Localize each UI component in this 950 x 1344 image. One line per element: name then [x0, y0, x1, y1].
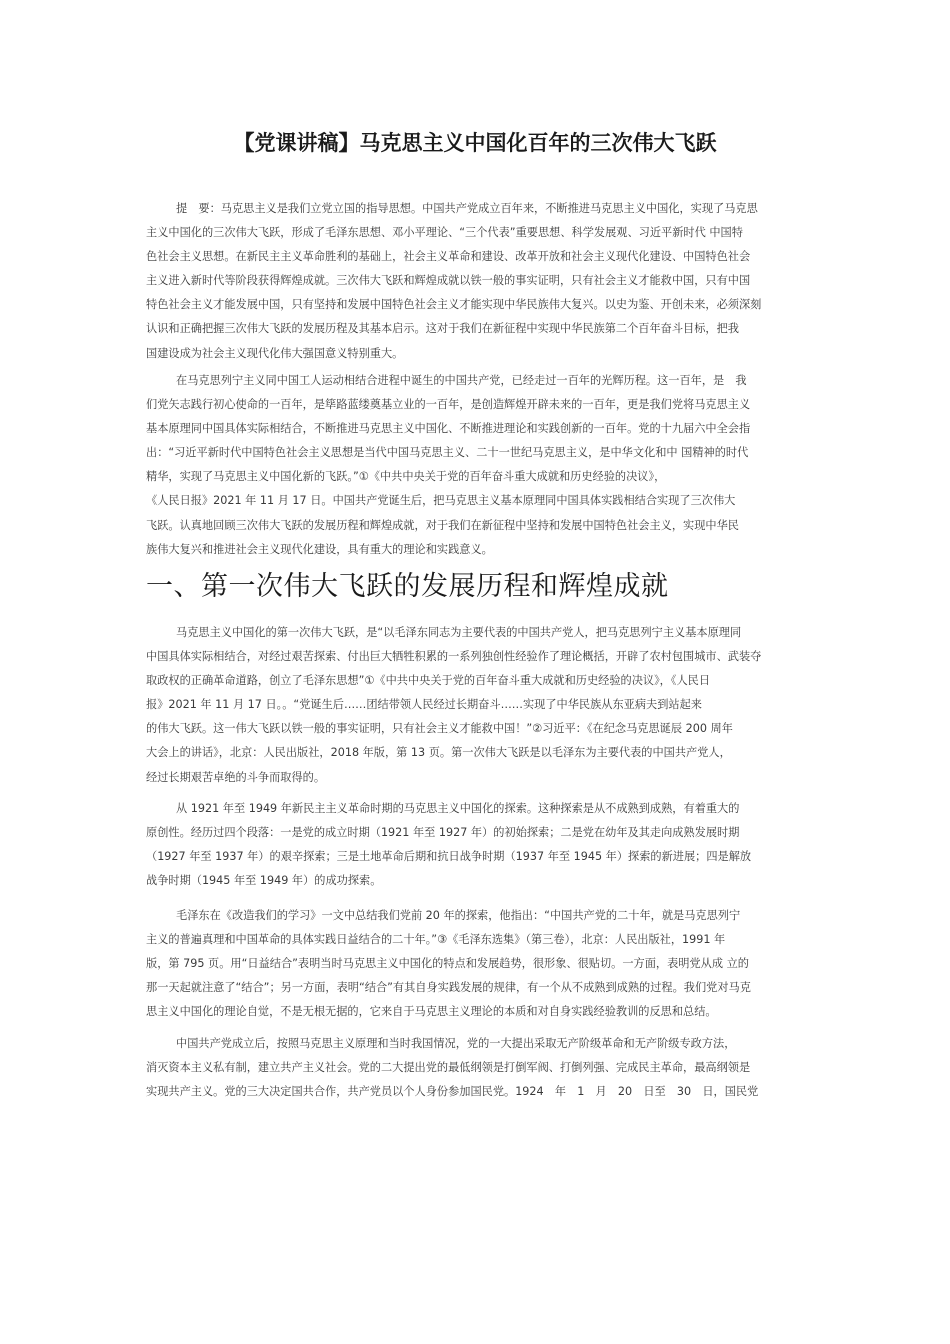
intro-line: 们党矢志践行初心使命的一百年，是筚路蓝缕奠基立业的一百年，是创造辉煌开辟未来的一百年，更是我们党将马克思主义 [146, 398, 751, 412]
intro-line: 《人民日报》2021 年 11 月 17 日。中国共产党诞生后，把马克思主义基本原理同中国具体实践相结合实现了三次伟大 [146, 494, 736, 508]
intro-line: 在马克思列宁主义同中国工人运动相结合进程中诞生的中国共产党，已经走过一百年的光辉历程。这一百年，是 我 [176, 374, 747, 387]
paragraph-line: 版，第 795 页。用“日益结合”表明当时马克思主义中国化的特点和发展趋势，很形象、很贴切。一方面，表明党从成 立的 [146, 957, 749, 971]
paragraph-line: 马克思主义中国化的第一次伟大飞跃，是“以毛泽东同志为主要代表的中国共产党人，把马克思列宁主义基本原理同 [176, 626, 742, 639]
intro-line: 族伟大复兴和推进社会主义现代化建设，具有重大的理论和实践意义。 [146, 542, 493, 556]
paragraph-line: 从 1921 年至 1949 年新民主主义革命时期的马克思主义中国化的探索。这种探索是从不成熟到成熟，有着重大的 [176, 802, 740, 815]
paragraph-line: 取政权的正确革命道路，创立了毛泽东思想”①《中共中央关于党的百年奋斗重大成就和历史经验的决议》，《人民日 [146, 674, 711, 688]
section1-paragraph-3 [146, 904, 814, 1024]
paragraph-line: 经过长期艰苦卓绝的斗争而取得的。 [146, 770, 326, 784]
paragraph-line: 毛泽东在《改造我们的学习》一文中总结我们党前 20 年的探索，他指出：“中国共产党的二十年，就是马克思列宁 [176, 909, 741, 922]
abstract-line: 色社会主义思想。在新民主主义革命胜利的基础上，社会主义革命和建设、改革开放和社会主义现代化建设、中国特色社会 [146, 250, 751, 264]
paragraph-line: 原创性。经历过四个段落：一是党的成立时期（1921 年至 1927 年）的初始探索；二是党在幼年及其走向成熟发展时期 [146, 826, 740, 840]
intro-line: 基本原理同中国具体实际相结合，不断推进马克思主义中国化、不断推进理论和实践创新的一百年。党的十九届六中全会指 [146, 422, 751, 436]
abstract-line: 主义进入新时代等阶段获得辉煌成就。三次伟大飞跃和辉煌成就以铁一般的事实证明，只有社会主义才能救中国，只有中国 [146, 274, 751, 288]
document-title: 【党课讲稿】马克思主义中国化百年的三次伟大飞跃 [233, 131, 717, 155]
paragraph-line: 思主义中国化的理论自觉，不是无根无据的，它来自于马克思主义理论的本质和对自身实践经验教训的反思和总结。 [146, 1005, 717, 1019]
intro-line: 精华，实现了马克思主义中国化新的飞跃。”①《中共中央关于党的百年奋斗重大成就和历史经验的决议》， [146, 470, 666, 484]
section1-paragraph-4 [146, 1032, 814, 1104]
paragraph-line: 战争时期（1945 年至 1949 年）的成功探索。 [146, 874, 382, 888]
paragraph-line: 实现共产主义。党的三大决定国共合作，共产党员以个人身份参加国民党。1924 年 1 月 20 日至 30 日，国民党 [146, 1085, 759, 1099]
abstract-line: 主义中国化的三次伟大飞跃，形成了毛泽东思想、邓小平理论、“三个代表”重要思想、科学发展观、习近平新时代 中国特 [146, 226, 743, 240]
abstract-line: 特色社会主义才能发展中国，只有坚持和发展中国特色社会主义才能实现中华民族伟大复兴。以史为鉴、开创未来，必须深刻 [146, 298, 762, 312]
paragraph-line: 那一天起就注意了“结合”；另一方面，表明“结合”有其自身实践发展的规律，有一个从不成熟到成熟的过程。我们党对马克 [146, 981, 751, 995]
intro-paragraph [146, 369, 814, 562]
abstract-line: 国建设成为社会主义现代化伟大强国意义特别重大。 [146, 346, 404, 360]
paragraph-line: 报》2021 年 11 月 17 日。。“党诞生后……团结带领人民经过长期奋斗……实现了中华民族从东亚病夫到站起来 [146, 698, 702, 712]
paragraph-line: 大会上的讲话》，北京：人民出版社，2018 年版，第 13 页。第一次伟大飞跃是以毛泽东为主要代表的中国共产党人， [146, 746, 731, 760]
abstract-paragraph [146, 197, 814, 366]
paragraph-line: 主义的普遍真理和中国革命的具体实践日益结合的二十年。”③《毛泽东选集》（第三卷），北京：人民出版社，1991 年 [146, 933, 726, 947]
paragraph-line: 消灭资本主义私有制，建立共产主义社会。党的二大提出党的最低纲领是打倒军阀、打倒列强、完成民主革命，最高纲领是 [146, 1061, 751, 1075]
paragraph-line: （1927 年至 1937 年）的艰辛探索；三是土地革命后期和抗日战争时期（1937 年至 1945 年）探索的新进展；四是解放 [146, 850, 752, 864]
section1-paragraph-2 [146, 797, 814, 893]
section1-paragraph-1 [146, 621, 814, 790]
paragraph-line: 中国共产党成立后，按照马克思主义原理和当时我国情况，党的一大提出采取无产阶级革命和无产阶级专政方法， [176, 1037, 736, 1050]
section-heading: 一、第一次伟大飞跃的发展历程和辉煌成就 [146, 571, 669, 602]
paragraph-line: 的伟大飞跃。这一伟大飞跃以铁一般的事实证明，只有社会主义才能救中国！”②习近平：《在纪念马克思诞辰 200 周年 [146, 722, 733, 736]
intro-line: 飞跃。认真地回顾三次伟大飞跃的发展历程和辉煌成就，对于我们在新征程中坚持和发展中国特色社会主义，实现中华民 [146, 518, 739, 532]
intro-line: 出：“习近平新时代中国特色社会主义思想是当代中国马克思主义、二十一世纪马克思主义，是中华文化和中 国精神的时代 [146, 446, 749, 460]
abstract-line: 认识和正确把握三次伟大飞跃的发展历程及其基本启示。这对于我们在新征程中实现中华民族第二个百年奋斗目标，把我 [146, 322, 739, 336]
abstract-line: 提 要：马克思主义是我们立党立国的指导思想。中国共产党成立百年来，不断推进马克思主义中国化，实现了马克思 [176, 202, 758, 215]
paragraph-line: 中国具体实际相结合，对经过艰苦探索、付出巨大牺牲积累的一系列独创性经验作了理论概括，开辟了农村包围城市、武装夺 [146, 650, 762, 664]
